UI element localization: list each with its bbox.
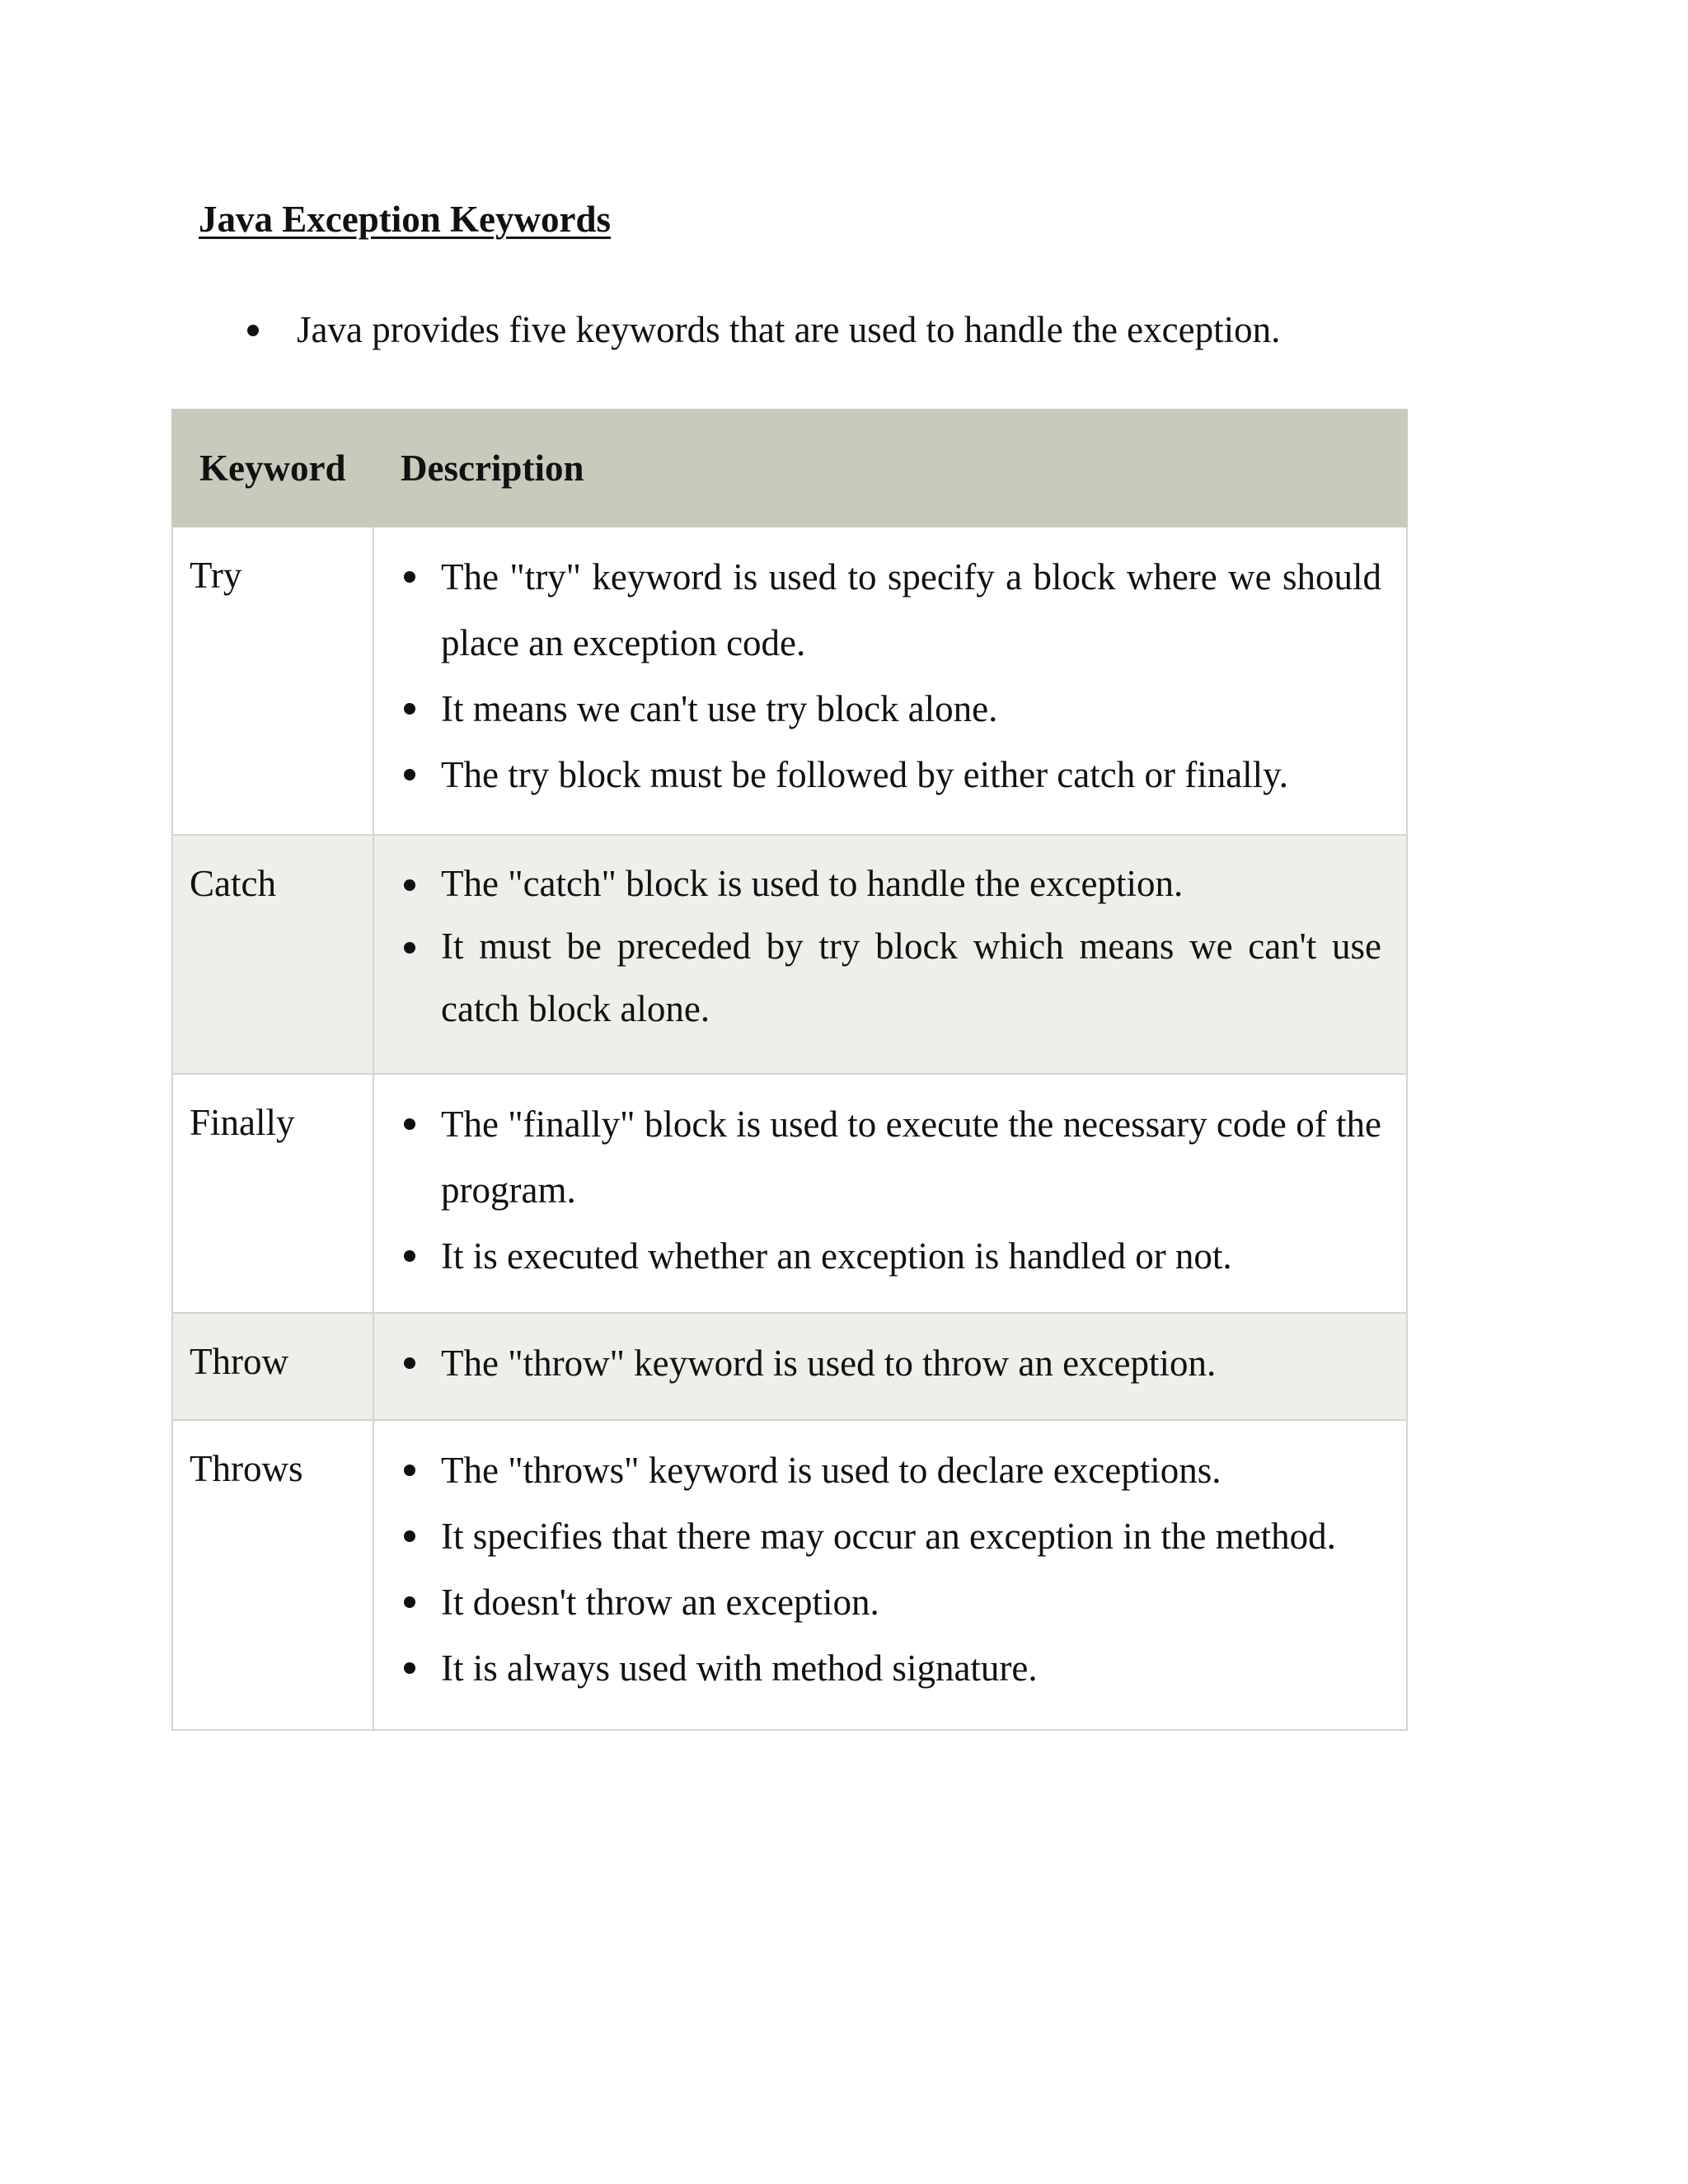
bullet-icon: [404, 1357, 415, 1369]
list-item: [391, 1569, 1381, 1635]
intro-item: [247, 305, 1280, 354]
bullet-icon: [404, 571, 415, 583]
point-text: The "try" keyword is used to specify a block where we should place an exception code.: [441, 556, 1381, 663]
table-row-catch: [172, 835, 1407, 1074]
keyword-cell: Throw: [172, 1313, 373, 1420]
keyword-cell: Finally: [172, 1074, 373, 1313]
description-list: [391, 1437, 1381, 1701]
list-item: [391, 1091, 1381, 1223]
page-title: Java Exception Keywords: [199, 199, 611, 240]
description-cell: [373, 1074, 1407, 1313]
list-item: [391, 1330, 1381, 1396]
list-item: [391, 852, 1381, 915]
keyword-column-header: Keyword: [172, 410, 373, 527]
point-text: The "throw" keyword is used to throw an exception.: [441, 1343, 1217, 1384]
description-cell: [373, 527, 1407, 835]
list-item: [391, 676, 1381, 742]
bullet-icon: [404, 1662, 415, 1674]
description-list: [391, 1330, 1381, 1396]
bullet-icon: [404, 879, 415, 891]
intro-text: Java provides five keywords that are used to handle the exception.: [297, 309, 1281, 350]
intro-list: [247, 305, 1280, 354]
description-list: [391, 1091, 1381, 1289]
point-text: It is executed whether an exception is handled or not.: [441, 1235, 1232, 1277]
point-text: The "throws" keyword is used to declare exceptions.: [441, 1450, 1221, 1491]
table-header-row: [172, 410, 1407, 527]
table-row-throws: [172, 1420, 1407, 1730]
point-text: It means we can't use try block alone.: [441, 688, 998, 729]
description-column-header: Description: [373, 410, 1407, 527]
description-cell: [373, 1313, 1407, 1420]
bullet-icon: [404, 1465, 415, 1476]
list-item: [391, 1635, 1381, 1701]
keyword-cell: Throws: [172, 1420, 373, 1730]
bullet-icon: [404, 703, 415, 715]
keywords-table: [171, 409, 1408, 1731]
point-text: The "finally" block is used to execute the necessary code of the program.: [441, 1104, 1381, 1211]
point-text: It must be preceded by try block which means we can't use catch block alone.: [441, 926, 1381, 1029]
point-text: It is always used with method signature.: [441, 1647, 1038, 1689]
table-row-finally: [172, 1074, 1407, 1313]
keyword-cell: Catch: [172, 835, 373, 1074]
list-item: [391, 915, 1381, 1040]
point-text: The "catch" block is used to handle the exception.: [441, 863, 1184, 904]
list-item: [391, 1503, 1381, 1569]
bullet-icon: [404, 942, 415, 954]
table-row-try: [172, 527, 1407, 835]
keyword-cell: Try: [172, 527, 373, 835]
description-list: [391, 852, 1381, 1040]
bullet-icon: [404, 1530, 415, 1542]
list-item: [391, 742, 1381, 808]
list-item: [391, 1437, 1381, 1503]
table-row-throw: [172, 1313, 1407, 1420]
list-item: [391, 1223, 1381, 1289]
point-text: It doesn't throw an exception.: [441, 1582, 879, 1623]
bullet-icon: [247, 325, 259, 336]
point-text: It specifies that there may occur an exception in the method.: [441, 1516, 1336, 1557]
bullet-icon: [404, 1596, 415, 1608]
description-cell: [373, 1420, 1407, 1730]
point-text: The try block must be followed by either catch or finally.: [441, 754, 1289, 795]
description-cell: [373, 835, 1407, 1074]
bullet-icon: [404, 1250, 415, 1262]
list-item: [391, 544, 1381, 676]
bullet-icon: [404, 1118, 415, 1130]
bullet-icon: [404, 769, 415, 780]
description-list: [391, 544, 1381, 808]
